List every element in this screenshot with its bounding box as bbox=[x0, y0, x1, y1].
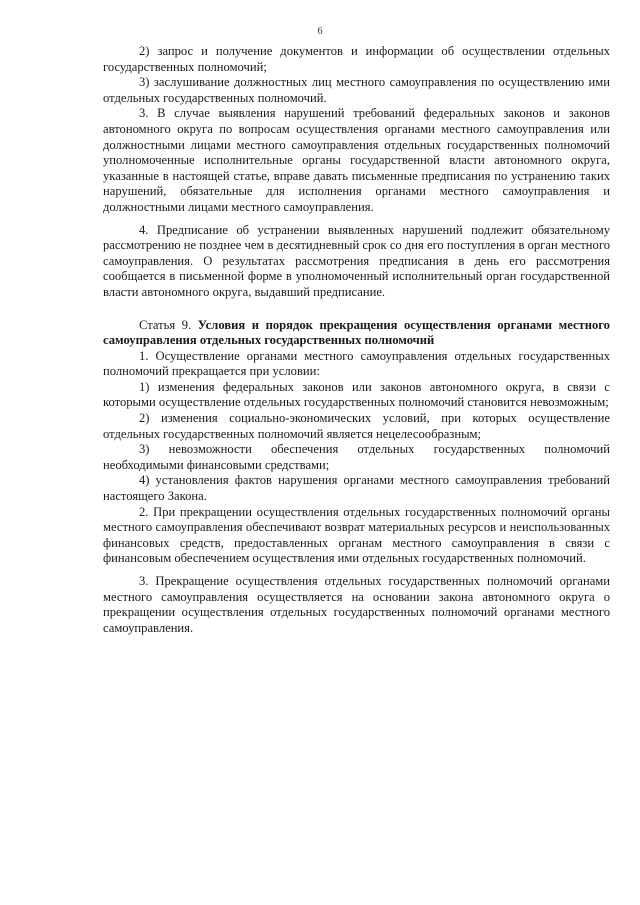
article-label: Статья 9. bbox=[139, 317, 192, 332]
paragraph-item-2: 2) запрос и получение документов и информации об осуществлении отдельных государственных полномочий; bbox=[103, 44, 610, 74]
article-paragraph-2: 2. При прекращении осуществления отдельных государственных полномочий органы местного самоуправления обеспечивают возврат материальных ресурсов и неиспользованных финансовых средств, предоставленных органам местного самоуправления в связи с финансовым обеспечением осуществления ими отдельных государственных полномочий. bbox=[103, 504, 610, 566]
article-item-3: 3) невозможности обеспечения отдельных государственных полномочий необходимыми финансовыми средствами; bbox=[103, 442, 610, 472]
article-item-2: 2) изменения социально-экономических условий, при которых осуществление отдельных государственных полномочий является нецелесообразным; bbox=[103, 411, 610, 441]
article-title: Условия и порядок прекращения осуществления органами местного самоуправления отдельных государственных полномочий bbox=[103, 317, 610, 348]
article-item-4: 4) установления фактов нарушения органами местного самоуправления требований настоящего Закона. bbox=[103, 473, 610, 504]
article-heading bbox=[103, 318, 610, 349]
article-paragraph-3: 3. Прекращение осуществления отдельных государственных полномочий органами местного самоуправления осуществляется на основании закона автономного округа о прекращении осуществления отдельных государственных полномочий органами местного самоуправления. bbox=[103, 574, 610, 635]
paragraph-item-3: 3) заслушивание должностных лиц местного самоуправления по осуществлению ими отдельных государственных полномочий. bbox=[103, 75, 610, 105]
document-body bbox=[103, 44, 610, 636]
article-paragraph-1: 1. Осуществление органами местного самоуправления отдельных государственных полномочий прекращается при условии: bbox=[103, 348, 610, 379]
paragraph-section-4: 4. Предписание об устранении выявленных нарушений подлежит обязательному рассмотрению не позднее чем в десятидневный срок со дня его поступления в орган местного самоуправления. О результатах рассмотрения предписания в день его рассмотрения сообщается в письменной форме в уполномоченный исполнительный орган государственной власти автономного округа, выдавший предписание. bbox=[103, 222, 610, 299]
paragraph-section-3: 3. В случае выявления нарушений требований федеральных законов и законов автономного округа по вопросам осуществления органами местного самоуправления или должностными лицами местного самоуправления отдельных государственных полномочий уполномоченные исполнительные органы государственной власти автономного округа, указанные в настоящей статье, вправе давать письменные предписания по устранению таких нарушений, обязательные для исполнения органами местного самоуправления и должностными лицами местного самоуправления. bbox=[103, 106, 610, 214]
page-number: 6 bbox=[317, 26, 323, 37]
article-item-1: 1) изменения федеральных законов или законов автономного округа, в связи с которыми осуществление отдельных государственных полномочий становится невозможным; bbox=[103, 379, 610, 410]
